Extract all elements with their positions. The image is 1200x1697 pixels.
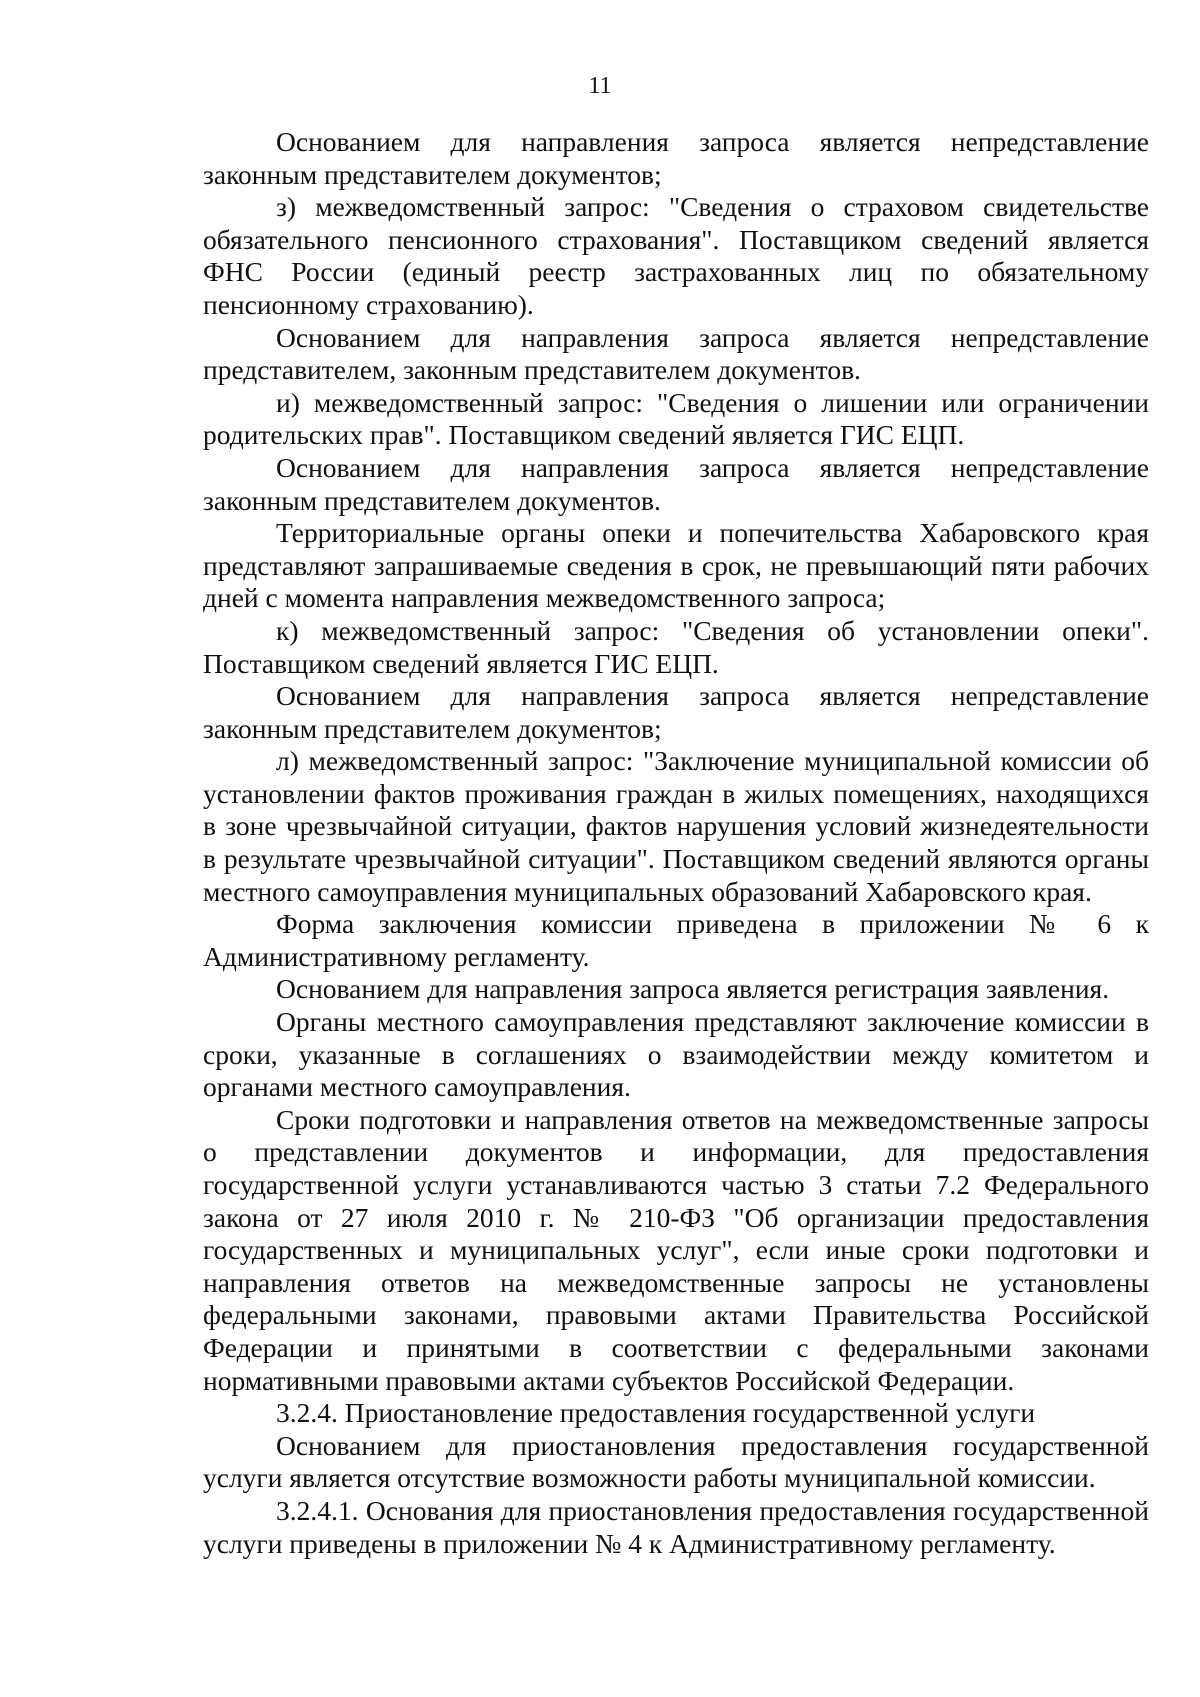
paragraph-6: Территориальные органы опеки и попечительства Хабаровского края представляют запрашиваемые сведения в срок, не превышающий пяти рабочих дней с момента направления межведомственного запроса; <box>203 517 1149 614</box>
paragraph-12: Органы местного самоуправления представляют заключение комиссии в сроки, указанные в соглашениях о взаимодействии между комитетом и органами местного самоуправления. <box>203 1006 1149 1103</box>
page-number: 11 <box>588 73 612 99</box>
section-heading-3-2-4: 3.2.4. Приостановление предоставления государственной услуги <box>276 1397 1036 1429</box>
paragraph-15: Основанием для приостановления предоставления государственной услуги является отсутствие возможности работы муниципальной комиссии. <box>203 1429 1149 1494</box>
paragraph-3: Основанием для направления запроса является непредставление представителем, законным представителем документов. <box>203 321 1149 386</box>
paragraph-11: Основанием для направления запроса является регистрация заявления. <box>276 973 1110 1005</box>
paragraph-2: з) межведомственный запрос: "Сведения о страховом свидетельстве обязательного пенсионного страхования". Поставщиком сведений является ФНС России (единый реестр застрахованных лиц по обязательному пенсионному страхованию). <box>203 191 1149 320</box>
paragraph-5: Основанием для направления запроса является непредставление законным представителем документов. <box>203 451 1149 516</box>
paragraph-4: и) межведомственный запрос: "Сведения о лишении или ограничении родительских прав". Поставщиком сведений является ГИС ЕЦП. <box>203 386 1149 451</box>
paragraph-7: к) межведомственный запрос: "Сведения об установлении опеки". Поставщиком сведений является ГИС ЕЦП. <box>203 614 1149 679</box>
paragraph-13: Сроки подготовки и направления ответов на межведомственные запросы о представлении документов и информации, для предоставления государственной услуги устанавливаются частью 3 статьи 7.2 Федерального закона от 27 июля 2010 г. № 210-ФЗ "Об организации предоставления государственных и муниципальных услуг", если иные сроки подготовки и направления ответов на межведомственные запросы не установлены федеральными законами, правовыми актами Правительства Российской Федерации и принятыми в соответствии с федеральными законами нормативными правовыми актами субъектов Российской Федерации. <box>203 1103 1149 1396</box>
paragraph-8: Основанием для направления запроса является непредставление законным представителем документов; <box>203 680 1149 744</box>
paragraph-1: Основанием для направления запроса является непредставление законным представителем документов; <box>203 126 1149 190</box>
document-body <box>203 126 1149 1560</box>
paragraph-10: Форма заключения комиссии приведена в приложении № 6 к Административному регламенту. <box>203 908 1149 972</box>
paragraph-16: 3.2.4.1. Основания для приостановления предоставления государственной услуги приведены в приложении № 4 к Административному регламенту. <box>203 1494 1149 1559</box>
paragraph-9: л) межведомственный запрос: "Заключение муниципальной комиссии об установлении фактов проживания граждан в жилых помещениях, находящихся в зоне чрезвычайной ситуации, фактов нарушения условий жизнедеятельности в результате чрезвычайной ситуации". Поставщиком сведений являются органы местного самоуправления муниципальных образований Хабаровского края. <box>203 745 1149 907</box>
